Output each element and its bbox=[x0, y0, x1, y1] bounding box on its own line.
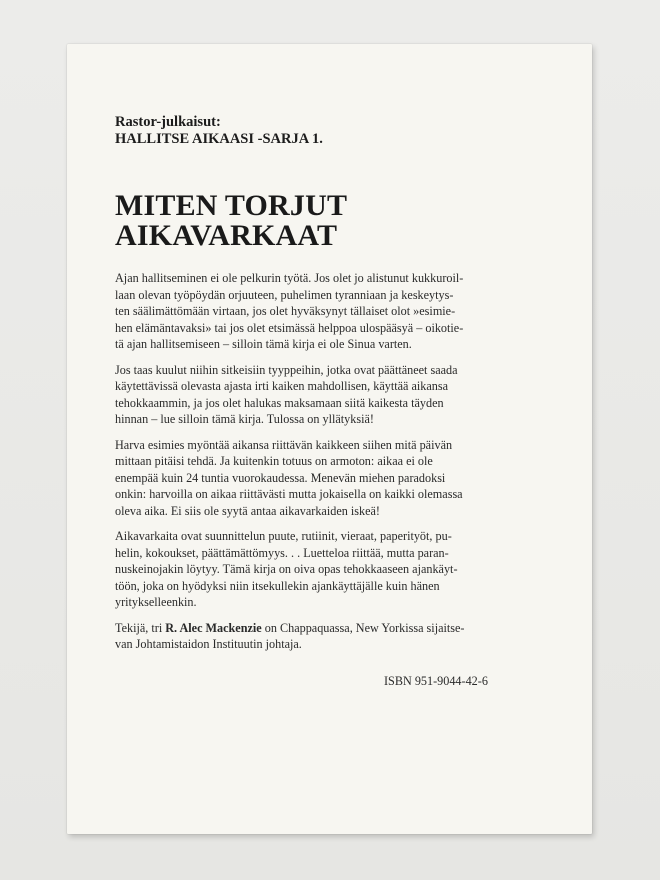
text-line: tä ajan hallitsemiseen – silloin tämä kirja ei ole Sinua varten. bbox=[115, 337, 412, 351]
author-line-1 bbox=[115, 620, 545, 637]
text-line: käytettävissä olevasta ajasta irti kaiken mahdollisen, käyttää aikansa bbox=[115, 379, 449, 393]
paragraph-1 bbox=[115, 270, 545, 353]
text-line: töön, joka on hyödyksi niin itsekullekin ajankäyttäjälle kuin hänen bbox=[115, 578, 440, 593]
text-line: nuskeinojakin löytyy. Tämä kirja on oiva opas tehokkaaseen ajankäyt- bbox=[115, 562, 458, 576]
text-line: laan olevan työpöydän orjuuteen, puhelimen tyranniaan ja keskeytys- bbox=[115, 287, 454, 302]
author-suffix: on Chappaquassa, New Yorkissa sijaitse- bbox=[261, 620, 465, 635]
series-header bbox=[115, 114, 323, 148]
text-line: helin, kokoukset, päättämättömyys. . . Luetteloa riittää, mutta paran- bbox=[115, 545, 449, 560]
author-name: R. Alec Mackenzie bbox=[165, 620, 262, 635]
text-line: Ajan hallitseminen ei ole pelkurin työtä. Jos olet jo alistunut kukkuroil- bbox=[115, 271, 464, 285]
text-line: oleva aika. Ei siis ole syytä antaa aikavarkaiden iskeä! bbox=[115, 503, 380, 518]
text-line: hinnan – lue silloin tämä kirja. Tulossa on yllätyksiä! bbox=[115, 412, 374, 426]
text-line: enempää kuin 24 tuntia vuorokaudessa. Menevän miehen paradoksi bbox=[115, 470, 446, 485]
author-paragraph bbox=[115, 620, 545, 653]
paragraph-2 bbox=[115, 362, 545, 428]
title-line-2: AIKAVARKAAT bbox=[115, 219, 338, 252]
paragraph-4 bbox=[115, 528, 545, 611]
author-line-2: van Johtamistaidon Instituutin johtaja. bbox=[115, 637, 302, 651]
text-line: Aikavarkaita ovat suunnittelun puute, rutiinit, vieraat, paperityöt, pu- bbox=[115, 529, 452, 543]
text-line: ten säälimättömään virtaan, jos olet hyväksynyt tällaiset olot »esimie- bbox=[115, 304, 456, 318]
text-line: Jos taas kuulut niihin sitkeisiin tyyppeihin, jotka ovat päättäneet saada bbox=[115, 362, 458, 377]
book-back-cover bbox=[67, 44, 592, 834]
title-line-1: MITEN TORJUT bbox=[115, 189, 348, 222]
author-prefix: Tekijä, tri bbox=[115, 620, 166, 635]
isbn-number: ISBN 951-9044-42-6 bbox=[384, 674, 488, 688]
paragraph-3 bbox=[115, 437, 545, 520]
text-line: hen elämäntavaksi» tai jos olet etsimässä helppoa ulospääsyä – oikotie- bbox=[115, 320, 464, 335]
book-title bbox=[115, 191, 347, 251]
publisher-line: Rastor-julkaisut: bbox=[115, 114, 221, 130]
text-line: tehokkaammin, ja jos olet halukas maksamaan siitä kaikesta täyden bbox=[115, 395, 444, 410]
text-line: mittaan pitäisi tehdä. Ja kuitenkin totuus on armoton: aikaa ei ole bbox=[115, 454, 433, 468]
series-line: HALLITSE AIKAASI -SARJA 1. bbox=[115, 131, 323, 147]
text-line: onkin: harvoilla on aikaa riittävästi mutta jokaisella on kaikki olemassa bbox=[115, 487, 463, 501]
text-line: Harva esimies myöntää aikansa riittävän kaikkeen siihen mitä päivän bbox=[115, 437, 453, 452]
text-line: yritykselleenkin. bbox=[115, 595, 197, 609]
blurb-text bbox=[115, 270, 545, 662]
